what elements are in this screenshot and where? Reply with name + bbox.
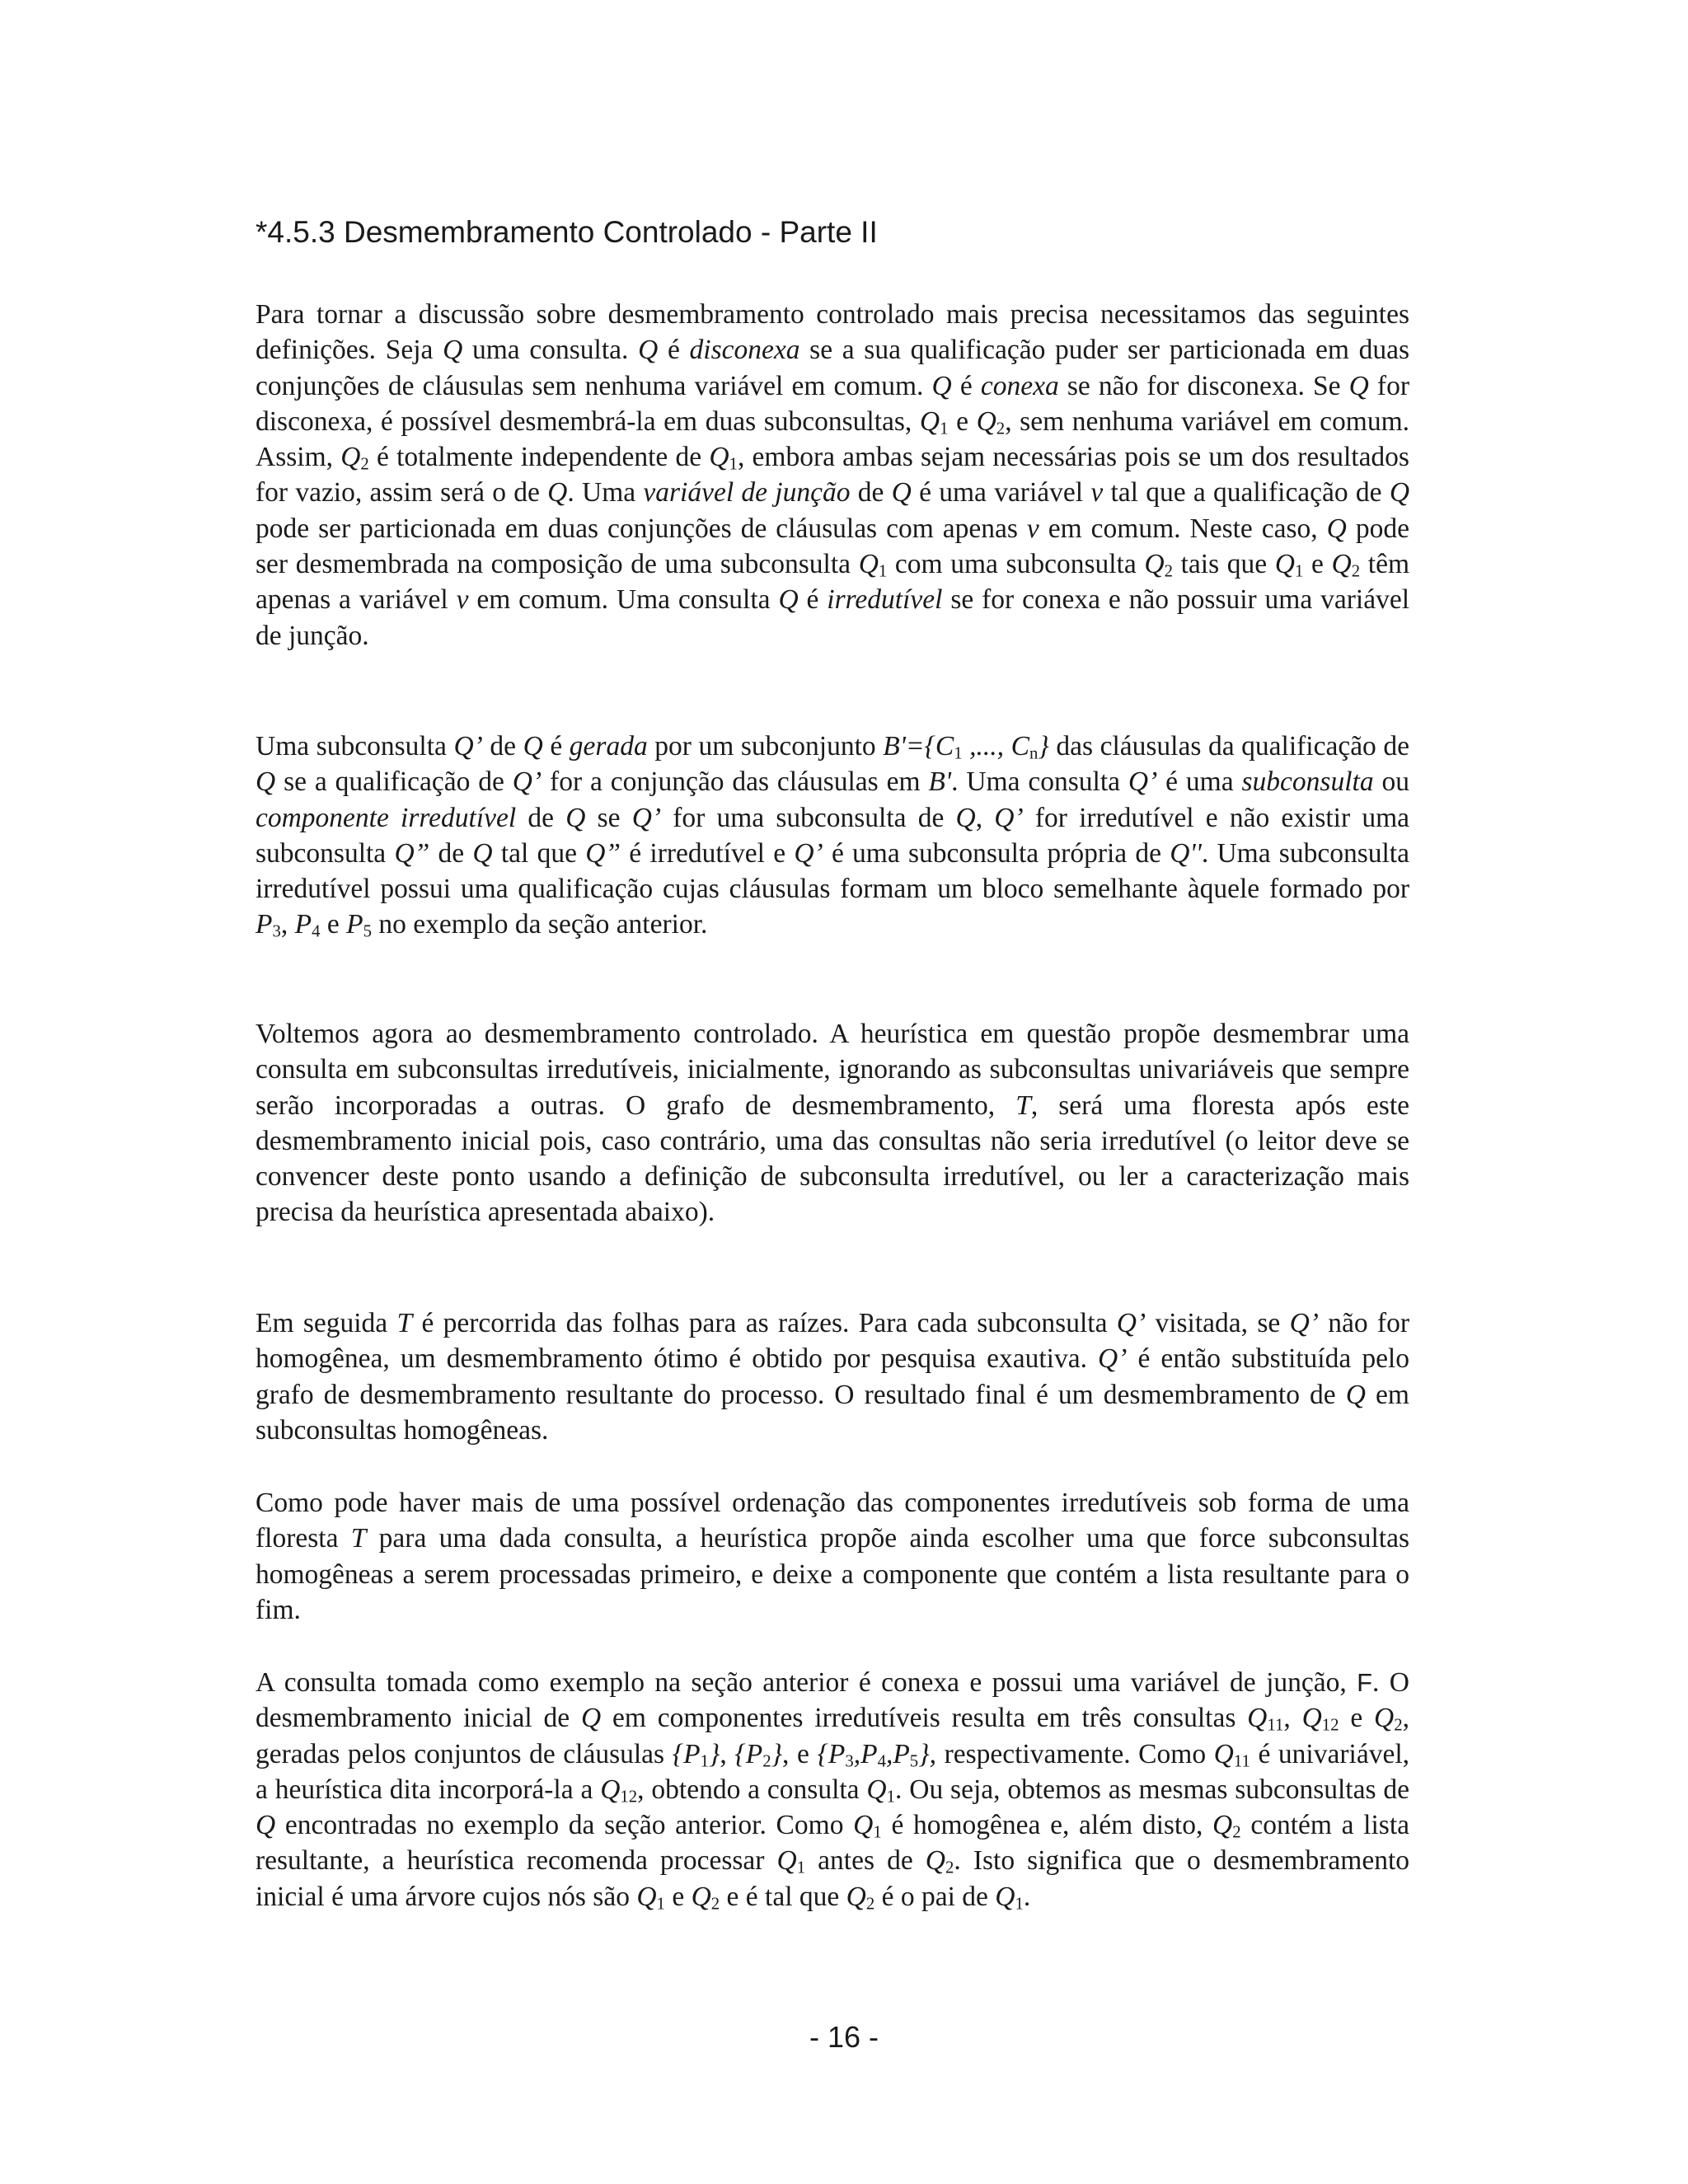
subscript: 12 (1321, 1715, 1339, 1735)
text: com uma subconsulta (887, 549, 1145, 580)
symbol: v (1026, 513, 1039, 544)
text: Como pode haver mais de uma possível ordenação das componentes irredutíveis sob forma de uma floresta (256, 1488, 1409, 1554)
text: , (1283, 1703, 1302, 1734)
text: e é tal que (720, 1881, 846, 1912)
text: for irredutível e não existir uma subconsulta (256, 802, 1410, 869)
text: Uma subconsulta (256, 731, 454, 762)
text: e (664, 1881, 692, 1912)
text: no exemplo da seção anterior. (371, 909, 708, 940)
symbol: {P (817, 1738, 846, 1769)
subscript: 2 (360, 454, 369, 474)
text: , obtendo a consulta (637, 1774, 867, 1805)
text: uma consulta. (462, 335, 639, 366)
term: conexa (980, 370, 1059, 401)
subscript: 1 (886, 1787, 896, 1807)
symbol: Q (858, 549, 879, 580)
subscript: 2 (1232, 1822, 1241, 1842)
symbol: Q” (585, 837, 621, 869)
text: . Uma consulta (951, 766, 1128, 798)
subscript: 2 (1394, 1715, 1403, 1735)
term: subconsulta (1241, 766, 1374, 798)
symbol: P (346, 909, 363, 940)
symbol: Q (955, 802, 976, 833)
symbol: Q’ (1116, 1308, 1146, 1338)
symbol: Q’ (1289, 1308, 1319, 1338)
text: ou (1373, 766, 1409, 798)
text: visitada, se (1146, 1308, 1290, 1338)
subscript: 12 (620, 1787, 638, 1807)
subscript: n (1029, 743, 1039, 763)
symbol: Q (1374, 1703, 1395, 1734)
symbol: Q’ (1128, 766, 1158, 798)
text: não for homogênea, um desmembramento ótimo é obtido por pesquisa exautiva. (256, 1308, 1409, 1375)
text: , será uma floresta após este desmembramento inicial pois, caso contrário, uma das consultas não seria irredutível (o leitor deve se convencer deste ponto usando a definição de subconsulta irredutível, ou ler a caracterização mais precisa da heurística apresentada abaixo). (256, 1090, 1409, 1228)
text: se não for disconexa. Se (1058, 370, 1349, 401)
symbol: Q (853, 1810, 874, 1841)
symbol: Q (1389, 477, 1410, 509)
symbol: Q (1274, 549, 1295, 580)
subscript: 2 (996, 419, 1006, 438)
subscript: 5 (909, 1751, 919, 1771)
symbol: B' (928, 766, 952, 798)
subscript: 1 (878, 561, 888, 581)
text: , e (782, 1738, 818, 1769)
symbol: B'={C (883, 731, 954, 762)
subscript: 4 (877, 1751, 886, 1771)
subscript: 2 (1164, 561, 1173, 581)
subscript: 3 (272, 922, 281, 942)
symbol: v (1090, 477, 1104, 509)
subscript: 5 (363, 922, 372, 942)
symbol: P (256, 909, 273, 940)
text: , sem nenhuma variável em comum. Assim, (256, 405, 1410, 473)
text: é o pai de (874, 1881, 996, 1912)
text: . (1023, 1881, 1031, 1912)
symbol: Q (472, 837, 493, 869)
subscript: 2 (762, 1751, 771, 1771)
text: , (720, 1738, 735, 1769)
symbol: } (1038, 731, 1049, 762)
subscript: 1 (700, 1751, 709, 1771)
subscript: 2 (865, 1894, 875, 1914)
text: e (948, 405, 977, 437)
text: têm apenas a variável (256, 549, 1409, 616)
subscript: 1 (1015, 1894, 1024, 1914)
symbol: T (350, 1523, 367, 1554)
symbol: Q (443, 335, 463, 366)
symbol: Q (1348, 370, 1369, 401)
symbol: Q (547, 477, 568, 509)
symbol: Q (1345, 1379, 1366, 1410)
text: , geradas pelos conjuntos de cláusulas (256, 1703, 1410, 1769)
paragraph-ordering (256, 1485, 1409, 1628)
text: . Uma subconsulta irredutível possui uma qualificação cujas cláusulas formam um bloco semelhante àquele formado por (256, 837, 1409, 905)
text: tais que (1172, 549, 1275, 580)
text: é univariável, a heurística dita incorporá-la a (256, 1738, 1409, 1805)
symbol: Q (1213, 1738, 1234, 1769)
text: é percorrida das folhas para as raízes. Para cada subconsulta (412, 1308, 1117, 1338)
paragraph-traversal (256, 1305, 1409, 1448)
symbol: Q (866, 1774, 887, 1805)
subscript: 2 (710, 1894, 720, 1914)
text: se a sua qualificação puder ser particionada em duas conjunções de cláusulas sem nenhuma variável em comum. (256, 335, 1409, 401)
text: é totalmente independente de (368, 442, 710, 473)
text: é (658, 335, 690, 366)
symbol: Q’ (631, 802, 662, 833)
text: Voltemos agora ao desmembramento controlado. A heurística em questão propõe desmembrar uma consulta em subconsultas irredutíveis, inicialmente, ignorando as subconsultas univariáveis que sempre serão incorporadas a outras. O grafo de desmembramento, (256, 1019, 1409, 1121)
subscript: 1 (1294, 561, 1304, 581)
paragraph-example (256, 1665, 1409, 1915)
symbol: Q (580, 1703, 602, 1734)
term: disconexa (689, 335, 800, 366)
subscript: 1 (796, 1858, 806, 1878)
paragraph-definitions (256, 297, 1409, 654)
text: . Uma (567, 477, 644, 509)
symbol: Q’ (994, 802, 1024, 833)
text: em comum. Neste caso, (1039, 513, 1327, 544)
symbol: Q'' (1170, 837, 1202, 869)
subscript: 1 (940, 419, 949, 438)
text: contém a lista resultante, a heurística recomenda processar (256, 1810, 1410, 1877)
text: e (1303, 549, 1332, 580)
paragraph-subqueries (256, 729, 1409, 943)
text: é uma subconsulta própria de (823, 837, 1170, 869)
subscript: 1 (873, 1822, 882, 1842)
text: é então substituída pelo grafo de desmembramento resultante do processo. O resultado final é um desmembramento de (256, 1343, 1409, 1410)
subscript: 4 (312, 922, 321, 942)
subscript: 2 (945, 1858, 954, 1878)
text: tal que a qualificação de (1103, 477, 1390, 509)
symbol: T (396, 1308, 413, 1338)
subscript: 1 (656, 1894, 665, 1914)
text: pode ser desmembrada na composição de uma subconsulta (256, 513, 1409, 580)
text: é (951, 370, 981, 401)
symbol: Q (709, 442, 729, 473)
text: em subconsultas homogêneas. (256, 1379, 1409, 1446)
text: antes de (805, 1845, 926, 1877)
symbol: Q’ (453, 731, 483, 762)
text: se a qualificação de (275, 766, 513, 798)
text: , (975, 802, 995, 833)
text: e (320, 909, 347, 940)
symbol: Q (565, 802, 586, 833)
symbol: Q (891, 477, 912, 509)
symbol: ,..., C (962, 731, 1029, 762)
symbol: P (294, 909, 312, 940)
paragraph-heuristic (256, 1016, 1409, 1230)
symbol: Q’ (512, 766, 542, 798)
text: for uma subconsulta de (661, 802, 956, 833)
symbol: Q (778, 584, 799, 616)
symbol: Q (1212, 1810, 1233, 1841)
text: e (1339, 1703, 1375, 1734)
text: tal que (492, 837, 586, 869)
symbol: Q’ (1098, 1343, 1128, 1375)
text: para uma dada consulta, a heurística propõe ainda escolher uma que force subconsultas homogêneas a serem processadas primeiro, e deixe a componente que contém a lista resultante para o fim. (256, 1523, 1410, 1625)
symbol: {P (734, 1738, 763, 1769)
text: por um subconjunto (647, 731, 884, 762)
symbol: Q’ (794, 837, 823, 869)
text: encontradas no exemplo da seção anterior. Como (275, 1810, 854, 1841)
symbol: Q (846, 1881, 866, 1912)
symbol: Q” (394, 837, 430, 869)
section-heading: *4.5.3 Desmembramento Controlado - Parte II (256, 215, 878, 249)
text: é homogênea e, além disto, (881, 1810, 1213, 1841)
text: . O desmembramento inicial de (256, 1667, 1409, 1734)
symbol: Q (976, 405, 996, 437)
subscript: 11 (1233, 1751, 1250, 1771)
text: é irredutível e (621, 837, 795, 869)
text: Para tornar a discussão sobre desmembramento controlado mais precisa necessitamos das seguintes definições. Seja (256, 299, 1409, 366)
text: for disconexa, é possível desmembrá-la em duas subconsultas, (256, 370, 1409, 437)
symbol: ,P (853, 1738, 878, 1769)
text: de (516, 802, 566, 833)
text: se (585, 802, 632, 833)
symbol: Q (523, 731, 543, 762)
symbol: Q (600, 1774, 621, 1805)
symbol: Q (691, 1881, 711, 1912)
symbol: T (1015, 1090, 1031, 1121)
text: é (542, 731, 570, 762)
symbol: Q (638, 335, 659, 366)
subscript: 2 (1351, 561, 1361, 581)
text: . Isto significa que o desmembramento inicial é uma árvore cujos nós são (256, 1845, 1409, 1912)
subscript: 3 (845, 1751, 854, 1771)
symbol: F (1357, 1668, 1372, 1697)
text: for a conjunção das cláusulas em (542, 766, 929, 798)
symbol: ,P (885, 1738, 910, 1769)
text: Em seguida (256, 1308, 397, 1338)
symbol: Q (256, 1810, 276, 1841)
text: das cláusulas da qualificação de (1048, 731, 1410, 762)
subscript: 11 (1267, 1715, 1284, 1735)
text: , (280, 909, 295, 940)
page-number: - 16 - (809, 2020, 879, 2054)
text: de (482, 731, 523, 762)
symbol: }, (918, 1738, 936, 1769)
text: é (798, 584, 828, 616)
symbol: Q (1301, 1703, 1322, 1734)
term: variável de junção (643, 477, 851, 509)
text: se for conexa e não possuir uma variável de junção. (256, 584, 1409, 651)
symbol: Q (995, 1881, 1015, 1912)
text: , embora ambas sejam necessárias pois se um dos resultados for vazio, assim será o de (256, 442, 1409, 509)
text: é uma (1157, 766, 1242, 798)
text: em componentes irredutíveis resulta em três consultas (601, 1703, 1248, 1734)
term: gerada (569, 731, 648, 762)
symbol: Q (1247, 1703, 1268, 1734)
symbol: Q (776, 1845, 797, 1877)
symbol: } (708, 1738, 720, 1769)
text: pode ser particionada em duas conjunções de cláusulas com apenas (256, 513, 1027, 544)
symbol: Q (340, 442, 361, 473)
symbol: Q (925, 1845, 945, 1877)
term: irredutível (827, 584, 943, 616)
text: em comum. Uma consulta (468, 584, 779, 616)
symbol: Q (1331, 549, 1352, 580)
symbol: } (771, 1738, 783, 1769)
symbol: Q (919, 405, 940, 437)
text: . Ou seja, obtemos as mesmas subconsultas de (895, 1774, 1409, 1805)
subscript: 1 (954, 743, 963, 763)
symbol: {P (672, 1738, 701, 1769)
term: componente irredutível (256, 802, 517, 833)
symbol: Q (1144, 549, 1165, 580)
text: de (850, 477, 892, 509)
text: A consulta tomada como exemplo na seção anterior é conexa e possui uma variável de junção, (256, 1667, 1357, 1698)
symbol: v (456, 584, 469, 616)
symbol: Q (931, 370, 952, 401)
symbol: Q (256, 766, 276, 798)
text: respectivamente. Como (935, 1738, 1214, 1769)
symbol: Q (636, 1881, 657, 1912)
subscript: 1 (729, 454, 738, 474)
text: de (429, 837, 473, 869)
symbol: Q (1326, 513, 1347, 544)
text: é uma variável (911, 477, 1091, 509)
